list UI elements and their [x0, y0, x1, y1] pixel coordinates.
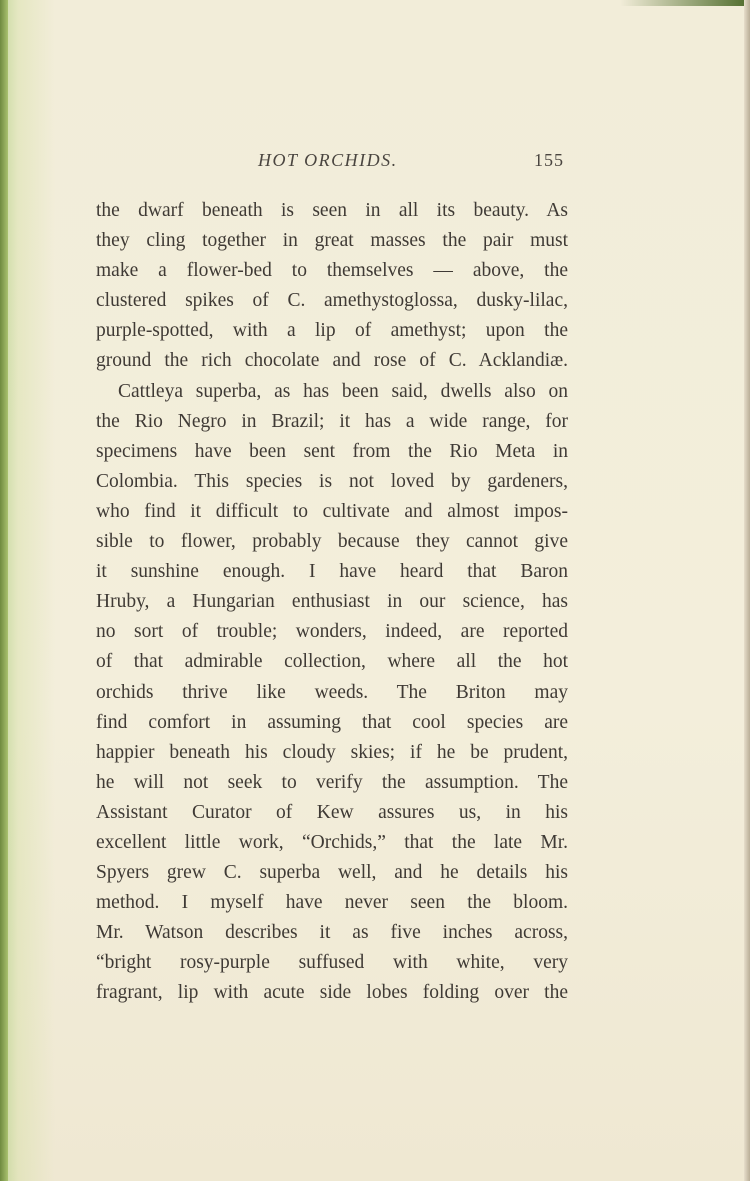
- page-top-edge: [620, 0, 750, 6]
- text-line: clustered spikes of C. amethystoglossa, dusky-lilac,: [96, 290, 568, 312]
- text-line: he will not seek to verify the assumption. The: [96, 771, 568, 793]
- text-line: no sort of trouble; wonders, indeed, are reported: [96, 621, 568, 643]
- text-line: the dwarf beneath is seen in all its beauty. As: [96, 200, 568, 221]
- text-line: they cling together in great masses the pair must: [96, 230, 568, 252]
- page-number: 155: [534, 150, 564, 170]
- text-line: method. I myself have never seen the bloom.: [96, 892, 568, 914]
- text-line: Spyers grew C. superba well, and he details his: [96, 862, 568, 884]
- text-line: fragrant, lip with acute side lobes folding over the: [96, 982, 568, 1004]
- running-title: HOT ORCHIDS.: [258, 150, 398, 170]
- text-line: Mr. Watson describes it as five inches across,: [96, 922, 568, 944]
- text-line: who find it difficult to cultivate and almost impos-: [96, 500, 568, 522]
- text-line: excellent little work, “Orchids,” that the late Mr.: [96, 831, 568, 853]
- text-line: Cattleya superba, as has been said, dwells also on: [118, 380, 568, 402]
- text-line: specimens have been sent from the Rio Meta in: [96, 440, 568, 462]
- text-line: the Rio Negro in Brazil; it has a wide range, for: [96, 410, 568, 432]
- text-line: ground the rich chocolate and rose of C. Acklandiæ.: [96, 350, 568, 372]
- text-line: “bright rosy-purple suffused with white, very: [96, 952, 568, 974]
- text-line: sible to flower, probably because they cannot give: [96, 531, 568, 553]
- text-line: it sunshine enough. I have heard that Baron: [96, 561, 568, 583]
- text-line: find comfort in assuming that cool species are: [96, 711, 568, 733]
- running-head: [0, 150, 750, 180]
- text-line: Colombia. This species is not loved by gardeners,: [96, 470, 568, 492]
- text-line: purple-spotted, with a lip of amethyst; upon the: [96, 320, 568, 342]
- text-line: orchids thrive like weeds. The Briton may: [96, 681, 568, 703]
- text-line: make a flower-bed to themselves — above, the: [96, 260, 568, 282]
- text-line: of that admirable collection, where all the hot: [96, 651, 568, 673]
- text-line: Assistant Curator of Kew assures us, in his: [96, 801, 568, 823]
- text-line: happier beneath his cloudy skies; if he be prudent,: [96, 741, 568, 763]
- text-line: Hruby, a Hungarian enthusiast in our science, has: [96, 591, 568, 613]
- body-text: [96, 196, 568, 1009]
